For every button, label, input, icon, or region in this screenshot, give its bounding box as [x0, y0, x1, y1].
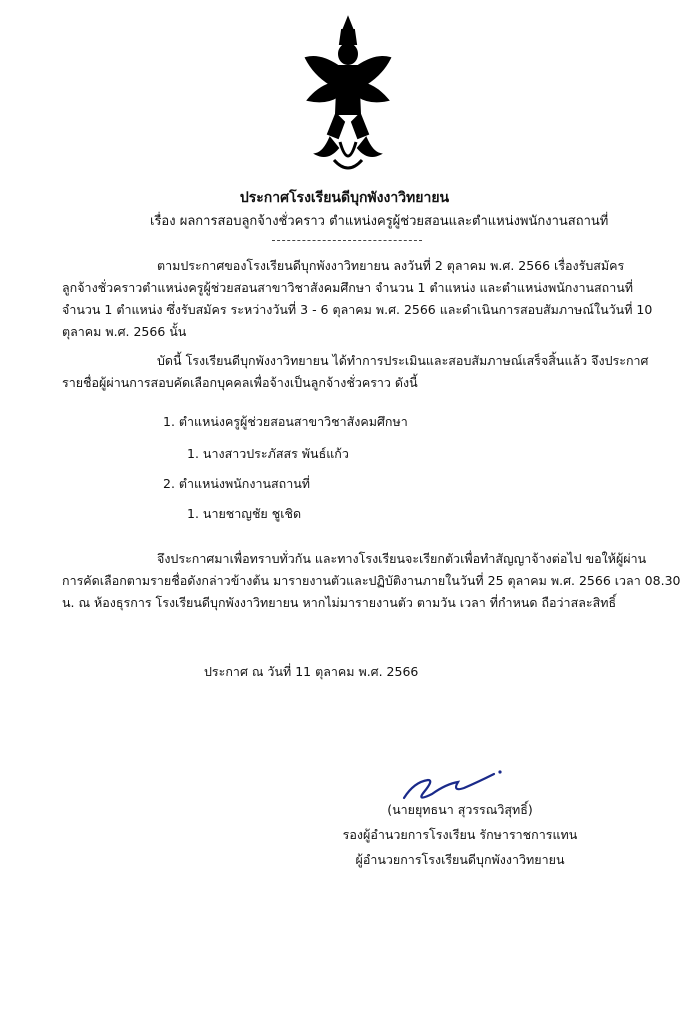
divider	[272, 240, 422, 241]
paragraph-line: รายชื่อผู้ผ่านการสอบคัดเลือกบุคคลเพื่อจ้างเป็นลูกจ้างชั่วคราว ดังนี้	[62, 375, 418, 390]
position-1-person: 1. นางสาวประภัสสร พันธ์แก้ว	[187, 446, 349, 461]
position-2-title: 2. ตำแหน่งพนักงานสถานที่	[163, 476, 311, 491]
signer-position-2: ผู้อำนวยการโรงเรียนดีบุกพังงาวิทยายน	[355, 852, 565, 867]
announce-date: ประกาศ ณ วันที่ 11 ตุลาคม พ.ศ. 2566	[204, 664, 419, 679]
signer-position-1: รองผู้อำนวยการโรงเรียน รักษาราชการแทน	[342, 827, 578, 842]
paragraph-3	[62, 548, 681, 614]
position-1-title: 1. ตำแหน่งครูผู้ช่วยสอนสาขาวิชาสังคมศึกษา	[163, 414, 408, 429]
paragraph-line: ตามประกาศของโรงเรียนดีบุกพังงาวิทยายน ลงวันที่ 2 ตุลาคม พ.ศ. 2566 เรื่องรับสมัคร	[157, 258, 625, 273]
position-2-person: 1. นายชาญชัย ชูเชิด	[187, 506, 302, 521]
paragraph-line: จำนวน 1 ตำแหน่ง ซึ่งรับสมัคร ระหว่างวันที่ 3 - 6 ตุลาคม พ.ศ. 2566 และดำเนินการสอบสัมภาษณ์ในวันที่ 10	[62, 302, 653, 317]
paragraph-line: น. ณ ห้องธุรการ โรงเรียนดีบุกพังงาวิทยายน หากไม่มารายงานตัว ตามวัน เวลา ที่กำหนด ถือว่าสละสิทธิ์	[62, 595, 617, 610]
garuda-emblem-icon	[300, 14, 396, 178]
paragraph-line: การคัดเลือกตามรายชื่อดังกล่าวข้างต้น มารายงานตัวและปฏิบัติงานภายในวันที่ 25 ตุลาคม พ.ศ. 2566 เวลา 08.30	[62, 573, 681, 588]
paragraph-2	[62, 350, 649, 394]
paragraph-line: ตุลาคม พ.ศ. 2566 นั้น	[62, 324, 187, 339]
paragraph-line: ลูกจ้างชั่วคราวตำแหน่งครูผู้ช่วยสอนสาขาวิชาสังคมศึกษา จำนวน 1 ตำแหน่ง และตำแหน่งพนักงานสถานที่	[62, 280, 634, 295]
paragraph-line: บัดนี้ โรงเรียนดีบุกพังงาวิทยายน ได้ทำการประเมินและสอบสัมภาษณ์เสร็จสิ้นแล้ว จึงประกาศ	[157, 353, 649, 368]
paragraph-line: จึงประกาศมาเพื่อทราบทั่วกัน และทางโรงเรียนจะเรียกตัวเพื่อทำสัญญาจ้างต่อไป ขอให้ผู้ผ่าน	[157, 551, 647, 566]
signer-name: (นายยุทธนา สุวรรณวิสุทธิ์)	[387, 802, 533, 817]
document-title: ประกาศโรงเรียนดีบุกพังงาวิทยายน	[239, 190, 450, 206]
paragraph-1	[62, 255, 653, 343]
document-subject: เรื่อง ผลการสอบลูกจ้างชั่วคราว ตำแหน่งครูผู้ช่วยสอนและตำแหน่งพนักงานสถานที่	[150, 214, 609, 229]
